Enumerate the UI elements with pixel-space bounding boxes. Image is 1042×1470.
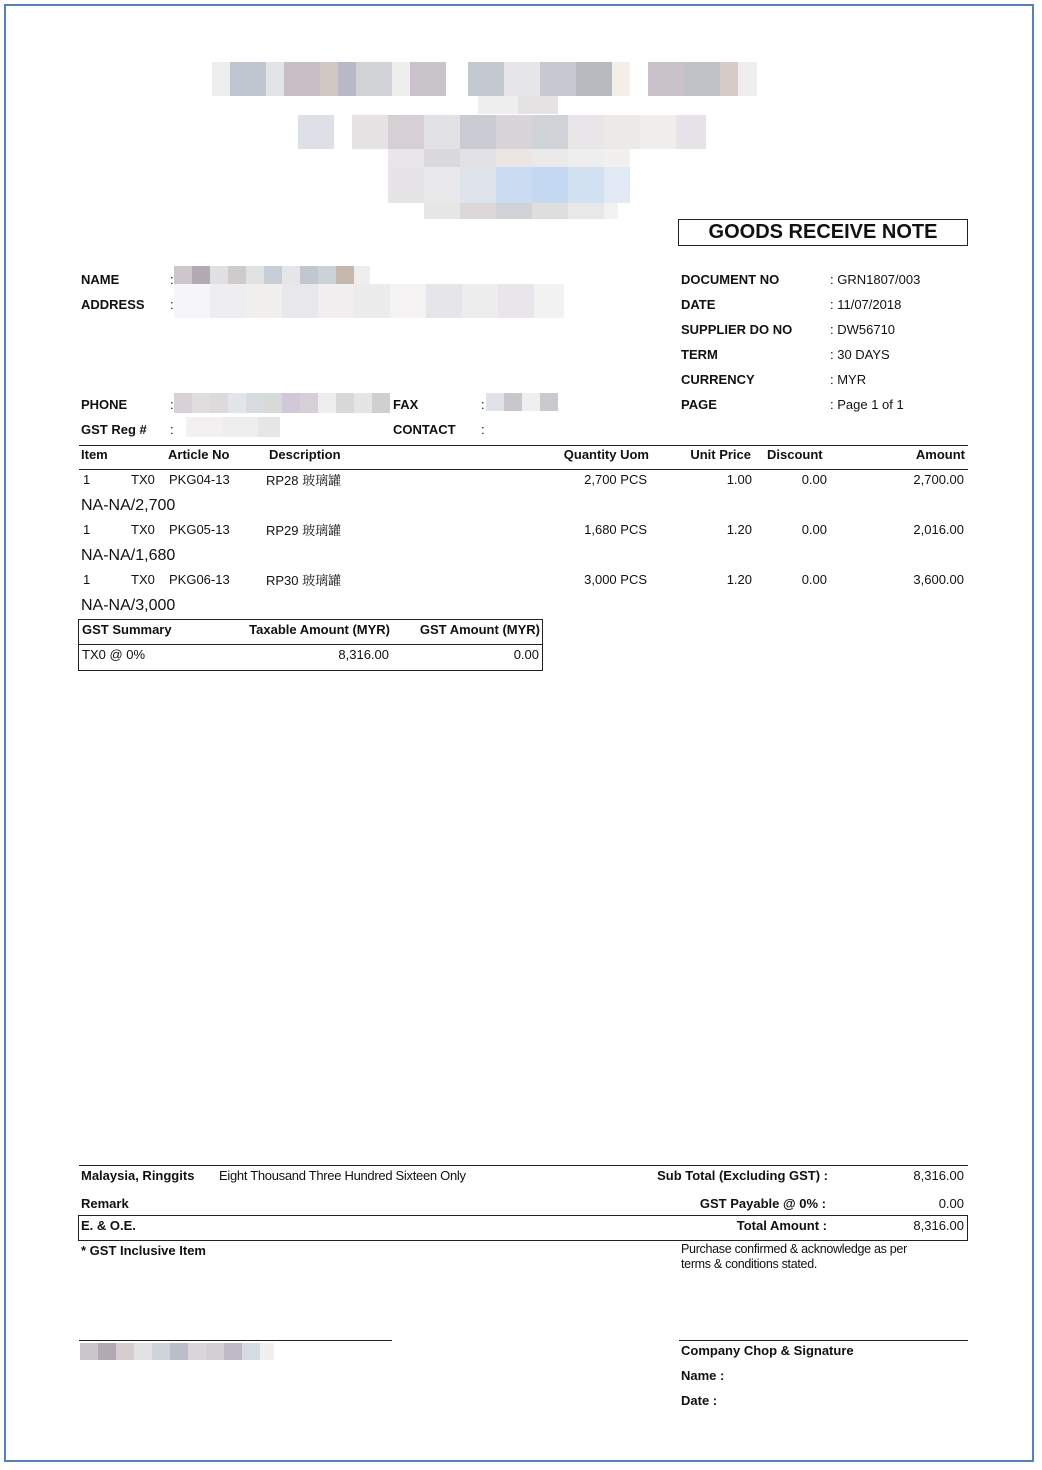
redacted-phone bbox=[174, 393, 390, 413]
redacted-address-line-2 bbox=[388, 149, 650, 167]
redacted-company-name bbox=[212, 62, 830, 96]
document-title: GOODS RECEIVE NOTE bbox=[678, 219, 968, 246]
redacted-supplier-name bbox=[174, 266, 370, 286]
col-discount: Discount bbox=[767, 447, 823, 462]
contact-colon: : bbox=[481, 422, 485, 437]
phone-colon: : bbox=[170, 397, 174, 412]
acknowledge-line-1: Purchase confirmed & acknowledge as per bbox=[681, 1242, 907, 1256]
name-colon: : bbox=[170, 272, 174, 287]
gst-code: TX0 @ 0% bbox=[82, 647, 146, 662]
company-chop-label: Company Chop & Signature bbox=[681, 1343, 854, 1358]
row-tax-code: TX0 bbox=[131, 572, 155, 587]
gst-inclusive-note: * GST Inclusive Item bbox=[81, 1243, 206, 1258]
address-label: ADDRESS bbox=[81, 297, 145, 312]
gst-payable-value: 0.00 bbox=[938, 1196, 964, 1211]
redacted-gst-reg bbox=[186, 417, 280, 437]
gst-amount-value: 0.00 bbox=[513, 647, 539, 662]
row-description: RP29 玻璃罐 bbox=[266, 523, 342, 538]
row-article-no: PKG05-13 bbox=[169, 522, 230, 537]
redacted-fax bbox=[486, 393, 558, 411]
totals-top-rule bbox=[79, 1165, 968, 1166]
row-note: NA-NA/1,680 bbox=[81, 547, 176, 564]
redacted-company-reg bbox=[478, 96, 558, 114]
row-amount: 3,600.00 bbox=[913, 572, 964, 587]
currency-words-label: Malaysia, Ringgits bbox=[81, 1168, 195, 1183]
row-amount: 2,016.00 bbox=[913, 522, 964, 537]
total-amount-box bbox=[78, 1215, 968, 1241]
col-amount: Amount bbox=[915, 447, 965, 462]
signature-date-label: Date : bbox=[681, 1393, 718, 1408]
term-label: TERM bbox=[681, 347, 718, 362]
total-amount-value: 8,316.00 bbox=[913, 1218, 964, 1233]
redacted-address-line-1 bbox=[298, 115, 740, 149]
row-description: RP28 玻璃罐 bbox=[266, 473, 342, 488]
page-value: : Page 1 of 1 bbox=[830, 397, 904, 412]
row-note: NA-NA/3,000 bbox=[81, 597, 176, 614]
amount-in-words: Eight Thousand Three Hundred Sixteen Only bbox=[219, 1168, 466, 1183]
row-tax-code: TX0 bbox=[131, 472, 155, 487]
row-item: 1 bbox=[83, 572, 91, 587]
company-chop-rule bbox=[679, 1340, 968, 1341]
gst-payable-label: GST Payable @ 0% : bbox=[699, 1196, 826, 1211]
fax-label: FAX bbox=[393, 397, 419, 412]
row-unit-price: 1.00 bbox=[726, 472, 752, 487]
document-no-label: DOCUMENT NO bbox=[681, 272, 780, 287]
remark-label: Remark bbox=[81, 1196, 129, 1211]
fax-colon: : bbox=[481, 397, 485, 412]
row-note: NA-NA/2,700 bbox=[81, 497, 176, 514]
date-value: : 11/07/2018 bbox=[830, 297, 902, 312]
row-quantity: 3,000 PCS bbox=[584, 572, 647, 587]
gst-taxable-value: 8,316.00 bbox=[338, 647, 389, 662]
row-item: 1 bbox=[83, 522, 91, 537]
gst-reg-colon: : bbox=[170, 422, 174, 437]
row-quantity: 2,700 PCS bbox=[584, 472, 647, 487]
row-unit-price: 1.20 bbox=[726, 572, 752, 587]
acknowledge-line-2: terms & conditions stated. bbox=[681, 1257, 818, 1271]
row-tax-code: TX0 bbox=[131, 522, 155, 537]
date-label: DATE bbox=[681, 297, 716, 312]
currency-value: : MYR bbox=[830, 372, 867, 387]
issuer-signature-rule bbox=[79, 1340, 392, 1341]
row-item: 1 bbox=[83, 472, 91, 487]
subtotal-label: Sub Total (Excluding GST) : bbox=[657, 1168, 828, 1183]
row-unit-price: 1.20 bbox=[726, 522, 752, 537]
col-description: Description bbox=[269, 447, 341, 462]
row-description: RP30 玻璃罐 bbox=[266, 573, 342, 588]
gst-amount-header: GST Amount (MYR) bbox=[419, 622, 540, 637]
supplier-do-value: : DW56710 bbox=[830, 322, 896, 337]
total-amount-label: Total Amount : bbox=[736, 1218, 827, 1233]
document-no-value: : GRN1807/003 bbox=[830, 272, 921, 287]
gst-summary-header: GST Summary bbox=[82, 622, 172, 637]
name-label: NAME bbox=[81, 272, 120, 287]
redacted-supplier-address bbox=[174, 284, 564, 318]
row-article-no: PKG04-13 bbox=[169, 472, 230, 487]
row-quantity: 1,680 PCS bbox=[584, 522, 647, 537]
gst-taxable-header: Taxable Amount (MYR) bbox=[249, 622, 390, 637]
col-item: Item bbox=[81, 447, 108, 462]
row-discount: 0.00 bbox=[801, 572, 827, 587]
row-amount: 2,700.00 bbox=[913, 472, 964, 487]
redacted-contact-line bbox=[388, 167, 650, 203]
row-discount: 0.00 bbox=[801, 472, 827, 487]
address-colon: : bbox=[170, 297, 174, 312]
phone-label: PHONE bbox=[81, 397, 128, 412]
redacted-email-line bbox=[424, 203, 618, 219]
currency-label: CURRENCY bbox=[681, 372, 755, 387]
term-value: : 30 DAYS bbox=[830, 347, 890, 362]
row-article-no: PKG06-13 bbox=[169, 572, 230, 587]
redacted-issuer-name bbox=[80, 1343, 274, 1360]
col-unit-price: Unit Price bbox=[690, 447, 751, 462]
gst-reg-label: GST Reg # bbox=[81, 422, 147, 437]
contact-label: CONTACT bbox=[393, 422, 456, 437]
table-top-rule bbox=[79, 445, 968, 446]
supplier-do-label: SUPPLIER DO NO bbox=[681, 322, 793, 337]
signature-name-label: Name : bbox=[681, 1368, 725, 1383]
gst-summary-rule bbox=[79, 644, 542, 645]
table-header-rule bbox=[79, 469, 968, 470]
col-article-no: Article No bbox=[168, 447, 230, 462]
subtotal-value: 8,316.00 bbox=[913, 1168, 964, 1183]
eoe-label: E. & O.E. bbox=[81, 1218, 136, 1233]
page-label: PAGE bbox=[681, 397, 717, 412]
col-quantity-uom: Quantity Uom bbox=[563, 447, 649, 462]
row-discount: 0.00 bbox=[801, 522, 827, 537]
